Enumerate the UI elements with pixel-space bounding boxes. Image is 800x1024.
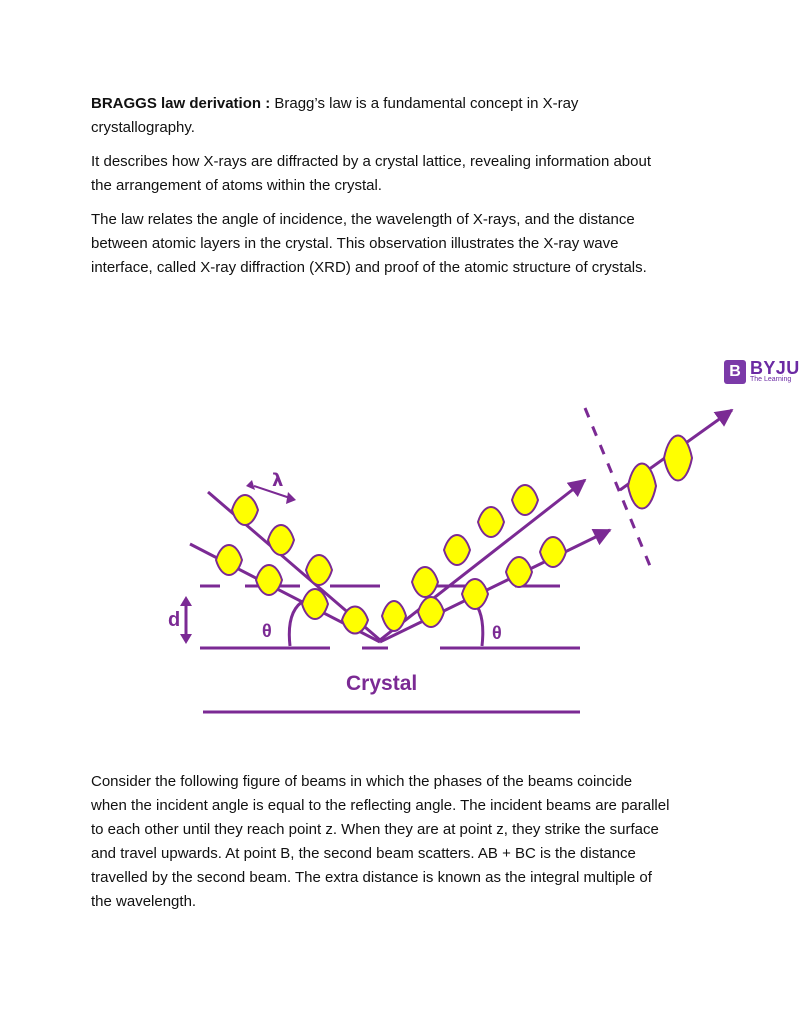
wave-lobe: [418, 597, 444, 627]
wave-lobe: [540, 537, 566, 567]
wave-lobe: [462, 579, 488, 609]
crystal-label: Crystal: [346, 672, 418, 695]
wave-lobe: [216, 545, 242, 575]
wave-packets: [216, 436, 692, 634]
wavelength-arrow-right: [286, 492, 296, 504]
wave-lobe: [268, 525, 294, 555]
bragg-diffraction-diagram: [0, 340, 768, 730]
spacing-arrow-up: [180, 596, 192, 606]
wave-lobe: [232, 495, 258, 525]
paragraph-figure-explanation: Consider the following figure of beams in which the phases of the beams coincide when the incident angle is equal to the reflecting angle. The incident beams are parallel to each other until they reach point z. When they are at point z, they strike the surface and travel upwards. At point B, the second beam scatters. AB + BC is the distance travelled by the second beam. The extra distance is known as the integral multiple of the wavelength.: [91, 773, 670, 910]
wavelength-arrow-left: [246, 480, 255, 490]
wave-lobe: [412, 567, 438, 597]
angle-right-label: θ: [492, 623, 502, 643]
section-title: BRAGGS law derivation :: [91, 95, 271, 112]
brand-name: BYJU: [750, 358, 800, 378]
paragraph-description: It describes how X-rays are diffracted by a crystal lattice, revealing information about the arrangement of atoms within the crystal.: [91, 153, 651, 194]
xray-beams: [190, 408, 732, 642]
brand-tagline: The Learning: [750, 376, 792, 383]
spacing-arrow-down: [180, 634, 192, 644]
wave-lobe: [256, 565, 282, 595]
wavelength-label: λ: [272, 470, 284, 491]
paragraph-intro: [91, 92, 671, 140]
wave-lobe: [628, 464, 656, 509]
wave-lobe: [506, 557, 532, 587]
wave-lobe: [382, 601, 406, 631]
wave-lobe: [302, 589, 328, 619]
wave-lobe: [512, 485, 538, 515]
angle-left-label: θ: [262, 621, 272, 641]
intro-text: Bragg’s law is a fundamental concept in X-ray crystallography.: [91, 95, 579, 136]
spacing-label: d: [168, 609, 181, 631]
wave-lobe: [342, 607, 368, 634]
paragraph-law: The law relates the angle of incidence, the wavelength of X-rays, and the distance between atomic layers in the crystal. This observation illustrates the X-ray wave interface, called X-ray diffraction (XRD) and proof of the atomic structure of crystals.: [91, 211, 647, 276]
wave-lobe: [664, 436, 692, 481]
spacing-arrow: [180, 596, 192, 644]
wave-lobe: [306, 555, 332, 585]
wave-lobe: [444, 535, 470, 565]
brand-logo-icon: B: [724, 360, 746, 384]
wave-lobe: [478, 507, 504, 537]
